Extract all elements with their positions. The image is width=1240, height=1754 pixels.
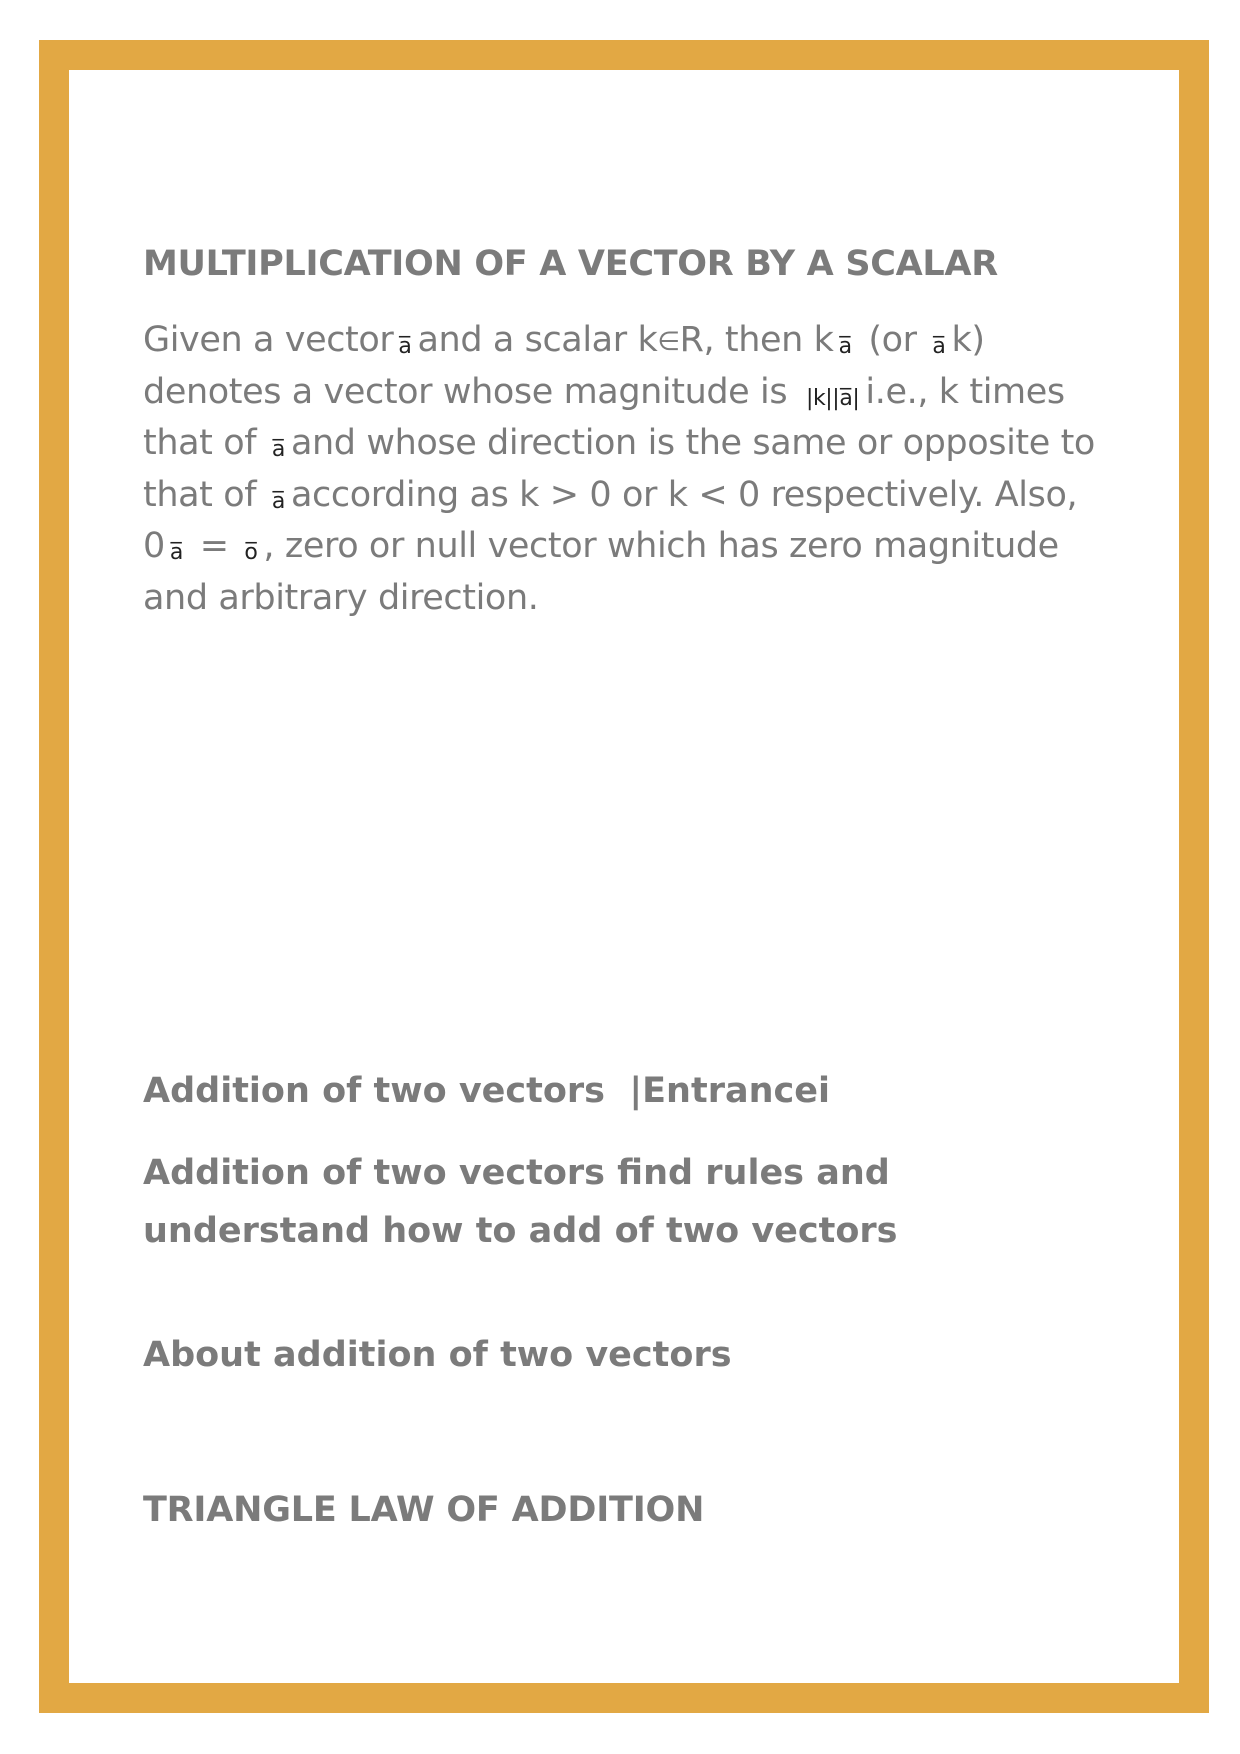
about-heading: About addition of two vectors xyxy=(143,1335,732,1375)
section-heading-multiplication: MULTIPLICATION OF A VECTOR BY A SCALAR xyxy=(143,244,998,284)
section-heading-addition: Addition of two vectors |Entrancei xyxy=(143,1071,830,1111)
text-run: and a scalar k xyxy=(417,320,658,360)
zero-vector-symbol: o̅ xyxy=(244,540,258,565)
vector-a-symbol: a̅ xyxy=(271,488,285,514)
magnitude-expression: |k||a̅| xyxy=(805,385,860,411)
text-run: i.e., k times that of xyxy=(143,371,1065,463)
page-border xyxy=(39,40,1209,1713)
definition-paragraph xyxy=(143,318,1103,621)
text-run: R, then k xyxy=(679,320,834,360)
vector-a-symbol: a̅ xyxy=(932,334,946,359)
text-run: according as k > 0 or k < 0 respectively. Also, 0 xyxy=(143,474,1078,566)
element-of-symbol: ∈ xyxy=(657,327,680,357)
vector-a-symbol: a̅ xyxy=(271,437,285,462)
vector-a-symbol: a̅ xyxy=(398,334,412,359)
text-run: (or xyxy=(857,320,928,360)
section-subtitle: Addition of two vectors find rules and understand how to add of two vectors xyxy=(143,1153,898,1251)
page-content xyxy=(69,70,1179,1683)
text-run: = xyxy=(188,526,240,566)
text-run: k) denotes a vector whose magnitude is xyxy=(143,320,985,412)
text-run: Given a vector xyxy=(143,320,394,360)
text-run: , zero or null vector which has zero magnitude and arbitrary direction. xyxy=(143,526,1059,618)
vector-a-symbol: a̅ xyxy=(169,540,183,565)
triangle-law-heading: TRIANGLE LAW OF ADDITION xyxy=(143,1490,705,1530)
text-run: and whose direction is the same or opposite to that of xyxy=(143,423,1095,515)
vector-a-symbol: a̅ xyxy=(838,334,852,359)
